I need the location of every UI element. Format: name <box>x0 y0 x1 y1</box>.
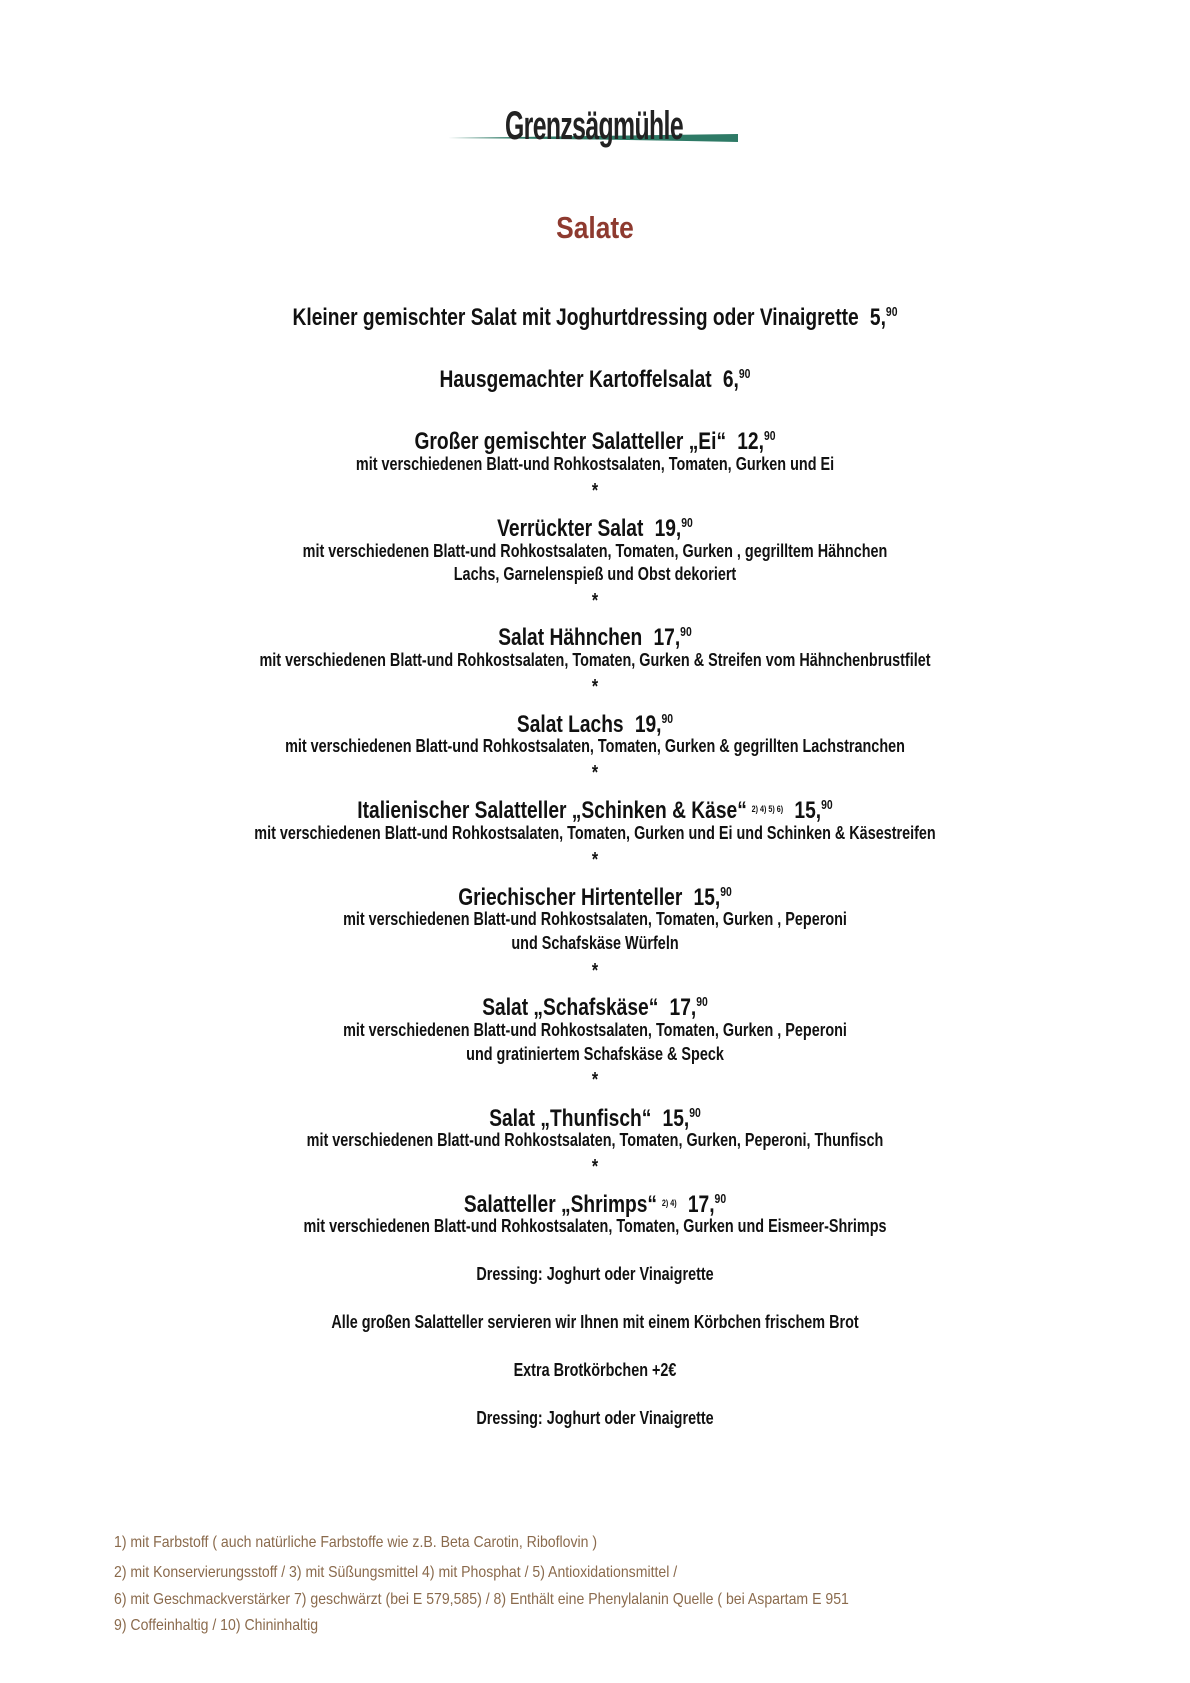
price-cents: 90 <box>885 304 898 319</box>
menu-item-title <box>119 791 1071 825</box>
menu-item-title <box>119 988 1071 1022</box>
allergen-codes: 2) 4) <box>661 1198 677 1208</box>
price-cents: 90 <box>661 711 674 726</box>
item-description: mit verschiedenen Blatt-und Rohkostsalaten, Tomaten, Gurken , gegrilltem Hähnchen <box>302 541 888 561</box>
menu-item-title <box>119 298 1071 332</box>
item-price <box>655 515 693 542</box>
price-main: 6, <box>722 366 739 393</box>
price-cents: 90 <box>681 515 693 530</box>
item-name: Salat Lachs <box>516 711 624 738</box>
item-name: Italienischer Salatteller „Schinken & Käse“ <box>357 797 747 824</box>
price-main: 12, <box>737 428 764 455</box>
price-cents: 90 <box>738 366 751 381</box>
item-name: Salat „Thunfisch“ <box>489 1105 652 1132</box>
menu-item-title <box>119 422 1071 456</box>
note: Dressing: Joghurt oder Vinaigrette <box>476 1264 714 1284</box>
separator-star: * <box>591 960 599 982</box>
price-main: 17, <box>669 994 697 1021</box>
price-main: 15, <box>794 797 822 824</box>
price-cents: 90 <box>689 1105 701 1120</box>
separator-star: * <box>591 1069 599 1091</box>
item-price <box>870 304 898 331</box>
price-cents: 90 <box>714 1191 727 1206</box>
item-name: Hausgemachter Kartoffelsalat <box>439 366 712 393</box>
item-price <box>737 428 775 455</box>
separator-star: * <box>591 590 599 612</box>
item-price <box>794 797 832 824</box>
item-name: Salatteller „Shrimps“ <box>463 1191 658 1218</box>
price-main: 19, <box>654 515 682 542</box>
price-main: 19, <box>634 711 662 738</box>
logo-text: Grenzsägmühle <box>505 104 683 148</box>
price-cents: 90 <box>763 428 776 443</box>
separator-star: * <box>591 676 599 698</box>
allergen-codes: 2) 4) 5) 6) <box>751 804 784 814</box>
separator-star: * <box>591 480 599 502</box>
item-description: mit verschiedenen Blatt-und Rohkostsalaten, Tomaten, Gurken & Streifen vom Hähnchenbrustfilet <box>259 650 931 670</box>
item-description: mit verschiedenen Blatt-und Rohkostsalaten, Tomaten, Gurken, Peperoni, Thunfisch <box>306 1130 884 1150</box>
item-description: mit verschiedenen Blatt-und Rohkostsalaten, Tomaten, Gurken , Peperoni <box>343 1020 847 1040</box>
item-description: Lachs, Garnelenspieß und Obst dekoriert <box>453 564 737 584</box>
item-description: und Schafskäse Würfeln <box>511 933 679 953</box>
price-main: 15, <box>662 1105 690 1132</box>
item-name: Salat Hähnchen <box>498 624 643 651</box>
item-description: mit verschiedenen Blatt-und Rohkostsalaten, Tomaten, Gurken & gegrillten Lachstranchen <box>285 736 905 756</box>
footnote: 6) mit Geschmackverstärker 7) geschwärzt (bei E 579,585) / 8) Enthält eine Phenylalanin Quelle ( bei Aspartam E 951 <box>114 1591 849 1608</box>
price-cents: 90 <box>720 884 732 899</box>
separator-star: * <box>591 762 599 784</box>
footnote: 2) mit Konservierungsstoff / 3) mit Süßungsmittel 4) mit Phosphat / 5) Antioxidationsmittel / <box>114 1564 678 1581</box>
item-price <box>723 366 751 393</box>
note: Extra Brotkörbchen +2€ <box>513 1360 677 1380</box>
menu-item-title <box>119 509 1071 543</box>
price-main: 15, <box>693 884 721 911</box>
item-description: mit verschiedenen Blatt-und Rohkostsalaten, Tomaten, Gurken und Ei <box>355 454 835 474</box>
page-title: Salate <box>556 210 634 245</box>
separator-star: * <box>591 1156 599 1178</box>
item-name: Griechischer Hirtenteller <box>458 884 683 911</box>
note: Dressing: Joghurt oder Vinaigrette <box>476 1408 714 1428</box>
menu-item-title <box>119 618 1071 652</box>
price-main: 17, <box>653 624 681 651</box>
item-description: mit verschiedenen Blatt-und Rohkostsalaten, Tomaten, Gurken und Ei und Schinken & Käsestreifen <box>254 823 936 843</box>
item-name: Salat „Schafskäse“ <box>482 994 659 1021</box>
footnote: 1) mit Farbstoff ( auch natürliche Farbstoffe wie z.B. Beta Carotin, Riboflovin ) <box>114 1534 598 1551</box>
item-description: mit verschiedenen Blatt-und Rohkostsalaten, Tomaten, Gurken und Eismeer-Shrimps <box>303 1216 887 1236</box>
item-name: Großer gemischter Salatteller „Ei“ <box>414 428 727 455</box>
footnote: 9) Coffeinhaltig / 10) Chininhaltig <box>114 1617 319 1634</box>
logo <box>448 100 738 165</box>
item-description: mit verschiedenen Blatt-und Rohkostsalaten, Tomaten, Gurken , Peperoni <box>343 909 847 929</box>
separator-star: * <box>591 849 599 871</box>
item-name: Verrückter Salat <box>497 515 644 542</box>
item-name: Kleiner gemischter Salat mit Joghurtdressing oder Vinaigrette <box>292 304 859 331</box>
price-cents: 90 <box>696 994 708 1009</box>
item-description: und gratiniertem Schafskäse & Speck <box>466 1044 724 1064</box>
item-price <box>670 994 708 1021</box>
price-cents: 90 <box>680 624 692 639</box>
price-main: 5, <box>869 304 886 331</box>
item-price <box>653 624 691 651</box>
menu-item-title <box>119 360 1071 394</box>
price-cents: 90 <box>821 797 833 812</box>
price-main: 17, <box>687 1191 715 1218</box>
note: Alle großen Salatteller servieren wir Ihnen mit einem Körbchen frischem Brot <box>331 1312 859 1332</box>
